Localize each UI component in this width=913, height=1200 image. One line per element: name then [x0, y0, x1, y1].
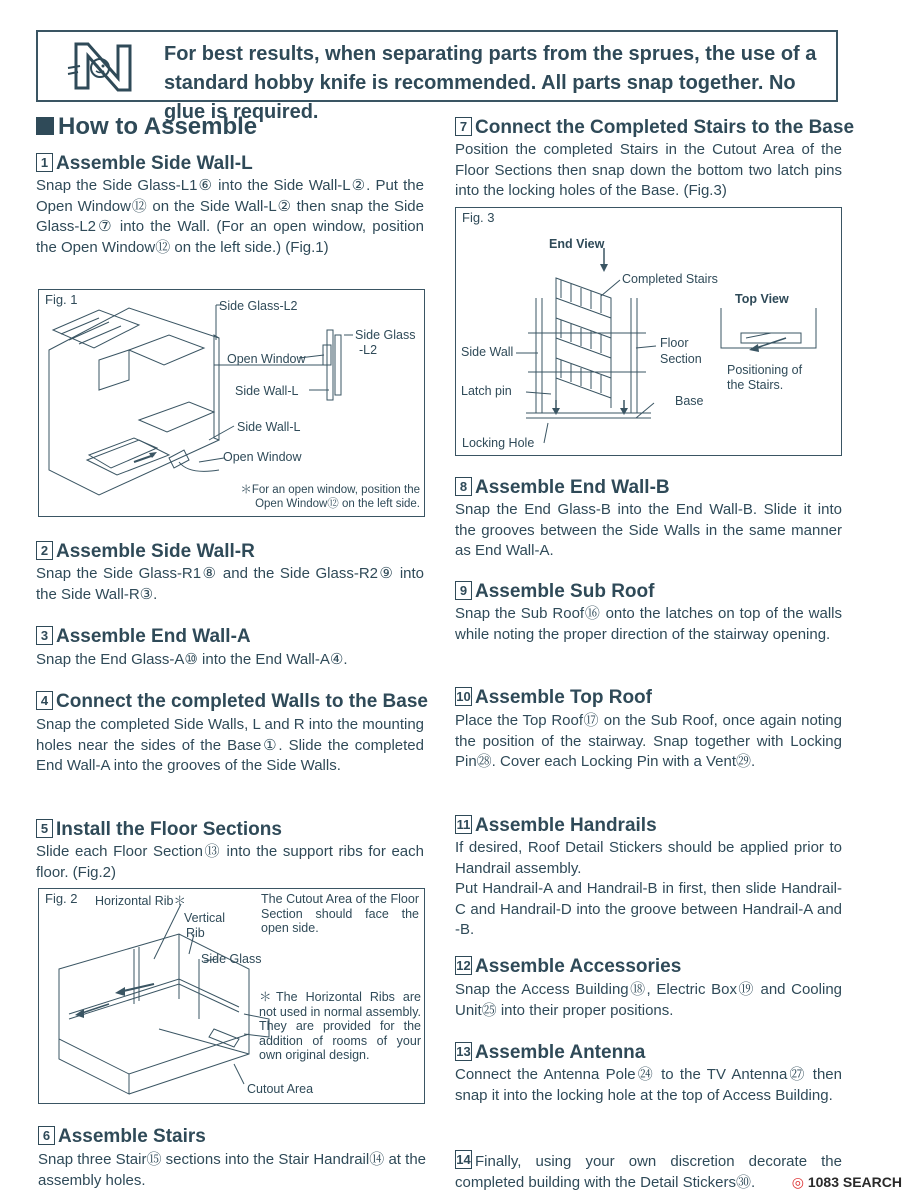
figure-1-label: Fig. 1 [45, 292, 78, 307]
step-title: Assemble Side Wall-R [56, 541, 255, 562]
callout-horizontal-rib: Horizontal Rib＊ [95, 894, 187, 908]
figure-3-label: Fig. 3 [462, 210, 495, 225]
callout-side-glass-l2: Side Glass-L2 [219, 299, 298, 313]
title-square-icon [36, 117, 54, 135]
top-view-label: Top View [735, 292, 789, 306]
figure-1 [38, 289, 425, 517]
step-1-body: Snap the Side Glass-L1⑥ into the Side Wall-L②. Put the Open Window⑫ on the Side Wall-L② then snap the Side Glass-L2⑦ into the Wall. (For an open window, position the Open Window⑫ on the left side.) (Fig.1) [36, 177, 424, 256]
step-title: Assemble Accessories [475, 956, 682, 977]
figure-1-note: ＊For an open window, position the Open Window⑫ on the left side. [240, 484, 420, 510]
step-number: 7 [455, 117, 472, 136]
callout-positioning: Positioning of [727, 363, 803, 377]
banner-text: For best results, when separating parts from the sprues, the use of a standard hobby knife is recommended. All parts snap together. No glue is required. [164, 43, 817, 123]
step-8-body: Snap the End Glass-B into the End Wall-B. Slide it into the grooves between the Side Walls in the same manner as End Wall-A. [455, 501, 842, 559]
step-10-heading [455, 687, 652, 709]
callout-floor: Floor [660, 336, 689, 350]
callout-side-wall-l-top: Side Wall-L [235, 384, 299, 398]
callout-locking-hole: Locking Hole [462, 436, 535, 450]
step-9-heading [455, 581, 654, 603]
callout-cutout-area: Cutout Area [247, 1082, 314, 1096]
callout-side-glass: Side Glass [201, 952, 262, 966]
step-number: 3 [36, 626, 53, 645]
callout-open-window: Open Window [223, 450, 302, 464]
step-3-heading [36, 626, 251, 648]
step-5-heading [36, 819, 282, 841]
watermark-logo-icon: ◎ [791, 1174, 804, 1190]
callout-l2: -L2 [359, 343, 378, 357]
callout-base: Base [675, 394, 704, 408]
callout-the-stairs: the Stairs. [727, 378, 784, 392]
step-5-body: Slide each Floor Section⑬ into the support ribs for each floor. (Fig.2) [36, 843, 424, 881]
step-number: 14 [456, 1152, 471, 1167]
step-2-body: Snap the Side Glass-R1⑧ and the Side Glass-R2⑨ into the Side Wall-R③. [36, 565, 424, 603]
step-11-body: If desired, Roof Detail Stickers should be applied prior to Handrail assembly. [455, 839, 842, 877]
step-title: Assemble End Wall-A [56, 626, 251, 647]
callout-rib: Rib [186, 926, 205, 940]
step-7-heading [455, 117, 854, 139]
figure-3 [455, 207, 842, 456]
step-8-heading [455, 477, 670, 499]
page-title [36, 113, 257, 141]
step-7-body: Position the completed Stairs in the Cutout Area of the Floor Sections then snap down the bottom two latch pins into the locking holes of the Base. (Fig.3) [455, 141, 842, 199]
step-11-body-2: Put Handrail-A and Handrail-B in first, then slide Handrail-C and Handrail-D into the groove between Handrail-A and -B. [455, 880, 842, 938]
step-number: 6 [38, 1126, 55, 1145]
step-13-heading [455, 1042, 645, 1064]
step-11-heading [455, 815, 657, 837]
step-6-body: Snap three Stair⑮ sections into the Stair Handrail⑭ at the assembly holes. [38, 1151, 426, 1189]
figure-2-note-2: ＊The Horizontal Ribs are not used in normal assembly. They are provided for the addition of rooms of your own original design. [259, 990, 421, 1062]
callout-side-wall: Side Wall [461, 345, 514, 359]
figure-3-drawing [456, 208, 843, 457]
watermark-text: 1083 SEARCH [807, 1174, 902, 1190]
callout-vertical: Vertical [184, 911, 225, 925]
step-title: Assemble Top Roof [475, 687, 652, 708]
step-3-body: Snap the End Glass-A⑩ into the End Wall-A④. [36, 651, 348, 668]
step-title: Assemble Side Wall-L [56, 153, 253, 174]
step-13-body: Connect the Antenna Pole㉔ to the TV Antenna㉗ then snap it into the locking hole at the top of Access Building. [455, 1066, 842, 1104]
step-14-body [455, 1150, 842, 1193]
end-view-label: End View [549, 237, 605, 251]
step-title: Assemble Stairs [58, 1126, 206, 1147]
step-title: Assemble End Wall-B [475, 477, 670, 498]
step-number: 12 [456, 958, 471, 973]
figure-2 [38, 888, 425, 1104]
step-title: Assemble Handrails [475, 815, 657, 836]
step-number: 11 [456, 817, 471, 832]
step-title: Assemble Antenna [475, 1042, 646, 1063]
mascot-logo-icon [58, 38, 148, 96]
callout-side-wall-l: Side Wall-L [237, 420, 301, 434]
step-title: Assemble Sub Roof [475, 581, 655, 602]
step-1-heading [36, 153, 253, 175]
step-14-text: Finally, using your own discretion decorate the completed building with the Detail Stickers㉚. [455, 1153, 842, 1191]
step-title: Install the Floor Sections [56, 819, 282, 840]
step-number: 8 [455, 477, 472, 496]
step-12-heading [455, 956, 681, 978]
step-number: 9 [455, 581, 472, 600]
callout-completed-stairs: Completed Stairs [622, 272, 718, 286]
step-10-body: Place the Top Roof⑰ on the Sub Roof, once again noting the position of the stairway. Snap together with Locking Pin㉘. Cover each Locking Pin with a Vent㉙. [455, 712, 842, 770]
watermark [789, 1173, 905, 1192]
step-title: Connect the Completed Stairs to the Base [475, 117, 855, 138]
step-9-body: Snap the Sub Roof⑯ onto the latches on top of the walls while noting the proper direction of the stairway opening. [455, 605, 842, 643]
step-number: 1 [36, 153, 53, 172]
step-title: Connect the completed Walls to the Base [56, 691, 428, 712]
callout-latch-pin: Latch pin [461, 384, 512, 398]
step-4-body: Snap the completed Side Walls, L and R into the mounting holes near the sides of the Base①. Slide the completed End Wall-A into the grooves of the Side Walls. [36, 716, 424, 774]
page-title-text: How to Assemble [58, 113, 258, 140]
step-number: 10 [456, 689, 471, 704]
step-number: 13 [456, 1044, 471, 1059]
step-4-heading [36, 691, 428, 713]
callout-section: Section [660, 352, 702, 366]
callout-open-window-top: Open Window [227, 352, 306, 366]
callout-side-glass: Side Glass [355, 328, 416, 342]
step-number: 2 [36, 541, 53, 560]
figure-2-label: Fig. 2 [45, 891, 78, 906]
step-number: 4 [36, 691, 53, 710]
step-6-heading [38, 1126, 206, 1148]
step-12-body: Snap the Access Building⑱, Electric Box⑲ and Cooling Unit㉕ into their proper positions. [455, 981, 842, 1019]
step-number: 5 [36, 819, 53, 838]
figure-2-note-1: The Cutout Area of the Floor Section should face the open side. [261, 892, 419, 935]
notice-banner [36, 30, 838, 123]
step-2-heading [36, 541, 255, 563]
